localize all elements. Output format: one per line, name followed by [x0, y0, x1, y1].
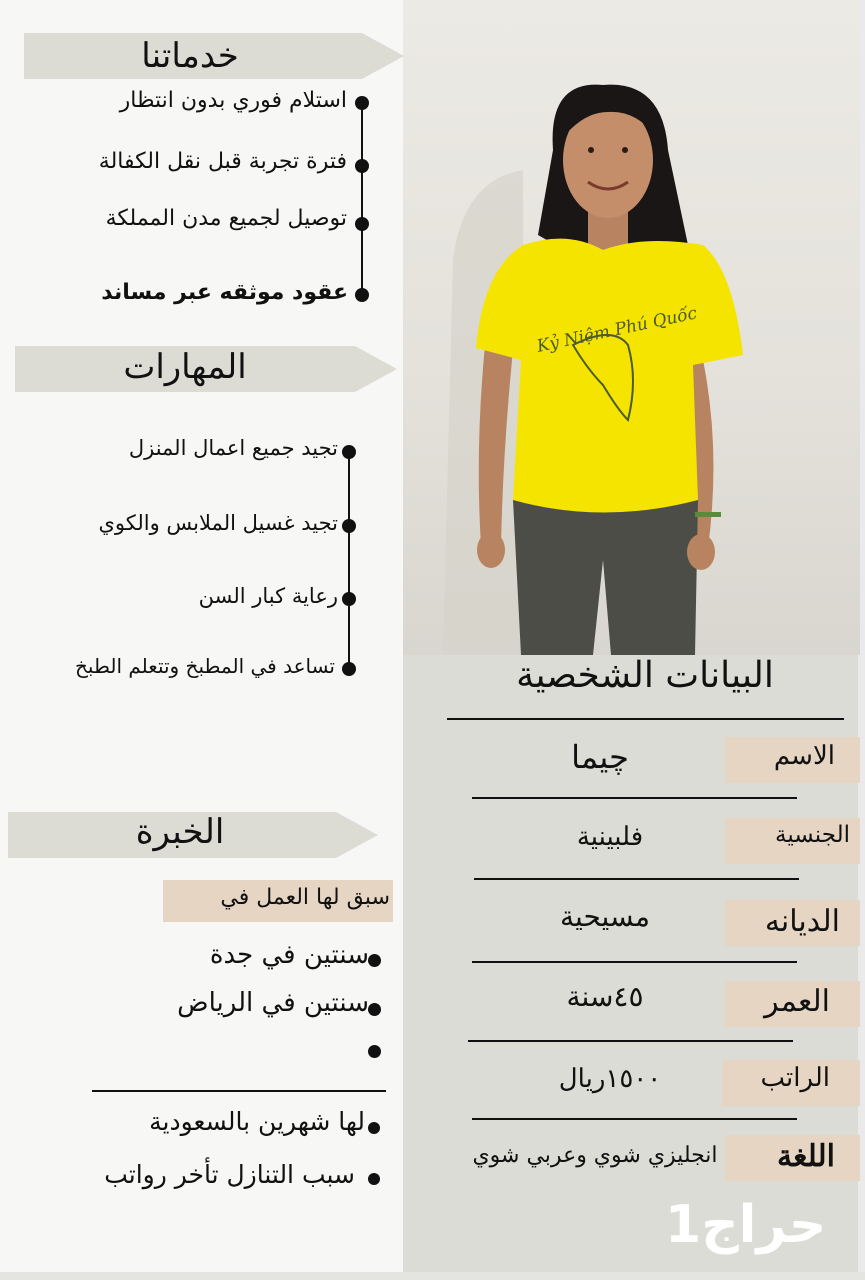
bullet-dot	[368, 1045, 381, 1058]
field-value: ٤٥سنة	[566, 980, 644, 1013]
skills-timeline	[348, 452, 350, 670]
experience-note: لها شهرين بالسعودية	[149, 1107, 365, 1136]
bullet-dot	[342, 445, 356, 459]
skills-item: تساعد في المطبخ وتتعلم الطبخ	[75, 654, 335, 678]
services-banner-arrow	[362, 33, 404, 79]
divider	[468, 1040, 793, 1042]
bullet-dot	[355, 159, 369, 173]
experience-item: سنتين في جدة	[209, 940, 369, 970]
field-label: اللغة	[777, 1139, 835, 1174]
bullet-dot	[368, 1173, 380, 1185]
skills-banner-arrow	[355, 346, 397, 392]
services-item: توصيل لجميع مدن المملكة	[105, 206, 347, 231]
services-item: فترة تجربة قبل نقل الكفالة	[98, 149, 347, 174]
bullet-dot	[355, 288, 369, 302]
field-value: انجليزي شوي وعربي شوي	[472, 1143, 718, 1168]
divider	[472, 1118, 797, 1120]
personal-title: البيانات الشخصية	[516, 655, 774, 696]
skills-title: المهارات	[123, 347, 247, 387]
bullet-dot	[355, 96, 369, 110]
bullet-dot	[368, 954, 381, 967]
bullet-dot	[342, 592, 356, 606]
field-label: الراتب	[760, 1063, 830, 1093]
worker-photo	[403, 0, 860, 655]
bullet-dot	[368, 1122, 380, 1134]
field-value: مسيحية	[560, 900, 650, 933]
field-label: الديانه	[764, 904, 840, 939]
worker-photo-illustration	[403, 0, 860, 655]
divider	[472, 961, 797, 963]
bullet-dot	[342, 519, 356, 533]
field-label: الجنسية	[775, 822, 850, 848]
services-item: عقود موثقه عبر مساند	[101, 280, 348, 305]
divider	[474, 878, 799, 880]
experience-title: الخبرة	[135, 812, 225, 852]
bottom-border	[0, 1272, 865, 1280]
divider	[472, 797, 797, 799]
bullet-dot	[355, 217, 369, 231]
experience-note: سبب التنازل تأخر رواتب	[104, 1160, 355, 1189]
field-value: فلبينية	[576, 822, 644, 852]
services-title: خدماتنا	[141, 36, 239, 76]
field-label: الاسم	[773, 741, 835, 771]
shirt-print-text: Kỷ Niệm Phú Quốc	[535, 303, 699, 357]
bullet-dot	[368, 1003, 381, 1016]
services-item: استلام فوري بدون انتظار	[119, 88, 347, 113]
haraj-watermark: حراج1	[665, 1195, 827, 1255]
field-label: العمر	[764, 984, 830, 1019]
services-timeline	[361, 102, 363, 294]
bullet-dot	[342, 662, 356, 676]
skills-item: تجيد جميع اعمال المنزل	[128, 436, 338, 460]
left-panel	[0, 0, 403, 1280]
divider	[92, 1090, 386, 1092]
skills-item: رعاية كبار السن	[198, 584, 338, 608]
field-value: ١٥٠٠ريال	[558, 1064, 662, 1094]
experience-subtitle: سبق لها العمل في	[220, 885, 390, 910]
experience-item: سنتين في الرياض	[177, 988, 369, 1018]
divider	[447, 718, 844, 720]
experience-banner-arrow	[336, 812, 378, 858]
field-value: چيما	[571, 738, 629, 776]
skills-item: تجيد غسيل الملابس والكوي	[98, 511, 338, 535]
